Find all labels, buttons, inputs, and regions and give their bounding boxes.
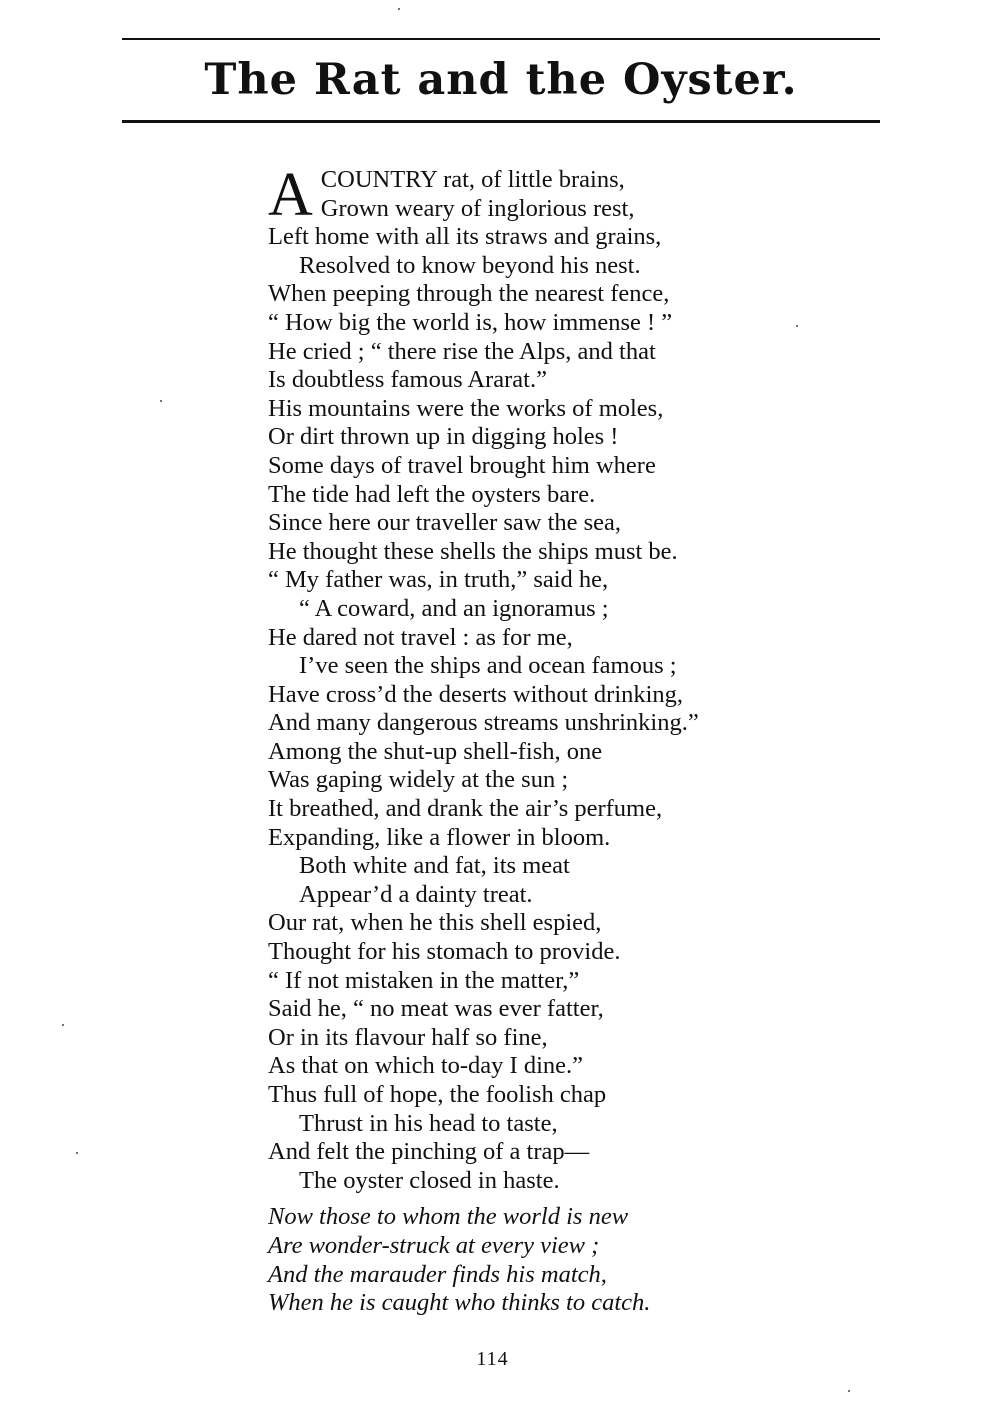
poem-moral xyxy=(268,1203,828,1317)
moral-line: Are wonder-struck at every view ; xyxy=(268,1231,600,1259)
poem-line: Both white and fat, its meat xyxy=(299,852,570,880)
poem-line: Or dirt thrown up in digging holes ! xyxy=(268,423,619,451)
moral-line: Now those to whom the world is new xyxy=(268,1203,629,1231)
print-speck xyxy=(160,400,162,402)
poem-line: Or in its flavour half so fine, xyxy=(268,1023,548,1051)
poem-opening xyxy=(268,161,828,229)
poem-line: He cried ; “ there rise the Alps, and that xyxy=(268,337,656,365)
page-number: 114 xyxy=(476,1348,509,1370)
poem-line: COUNTRY rat, of little brains, xyxy=(320,166,625,193)
print-speck xyxy=(796,325,798,327)
title-underline-rule xyxy=(122,120,880,123)
poem-line: As that on which to-day I dine.” xyxy=(268,1052,584,1080)
poem-line: “ My father was, in truth,” said he, xyxy=(268,566,609,594)
poem-line: The tide had left the oysters bare. xyxy=(268,480,596,508)
page-title: The Rat and the Oyster. xyxy=(204,55,798,105)
drop-cap: A xyxy=(268,161,313,229)
poem-line: He thought these shells the ships must be. xyxy=(268,537,678,565)
print-speck xyxy=(398,8,400,10)
poem-line: The oyster closed in haste. xyxy=(299,1166,560,1194)
poem-line: Since here our traveller saw the sea, xyxy=(268,509,622,537)
poem-line: Resolved to know beyond his nest. xyxy=(299,251,641,279)
poem-lines xyxy=(268,223,828,1195)
poem-line: “ A coward, and an ignoramus ; xyxy=(299,594,609,622)
moral-line: And the marauder finds his match, xyxy=(268,1260,607,1288)
print-speck xyxy=(62,1024,64,1026)
poem-line: “ If not mistaken in the matter,” xyxy=(268,966,580,994)
poem-line: Grown weary of inglorious rest, xyxy=(320,194,635,222)
top-rule xyxy=(122,38,880,40)
poem-line: Have cross’d the deserts without drinking, xyxy=(268,680,684,708)
poem-line: Thus full of hope, the foolish chap xyxy=(268,1081,607,1108)
poem-line: Appear’d a dainty treat. xyxy=(299,880,533,908)
poem-line: It breathed, and drank the air’s perfume, xyxy=(268,795,663,823)
print-speck xyxy=(76,1152,78,1154)
poem-line: Said he, “ no meat was ever fatter, xyxy=(268,995,604,1023)
poem-line: Left home with all its straws and grains, xyxy=(268,223,662,251)
poem-line: Thrust in his head to taste, xyxy=(299,1109,558,1137)
poem-line: Thought for his stomach to provide. xyxy=(268,938,621,966)
poem-line: When peeping through the nearest fence, xyxy=(268,280,670,308)
print-speck xyxy=(848,1390,850,1392)
poem-line: Our rat, when he this shell espied, xyxy=(268,909,602,937)
poem-line: “ How big the world is, how immense ! ” xyxy=(268,308,673,336)
poem-line: Some days of travel brought him where xyxy=(268,451,656,479)
poem-line: I’ve seen the ships and ocean famous ; xyxy=(299,652,677,680)
poem-body xyxy=(268,161,828,1318)
poem-line: And many dangerous streams unshrinking.” xyxy=(268,709,699,737)
poem-line: Is doubtless famous Ararat.” xyxy=(268,366,547,394)
poem-line: Was gaping widely at the sun ; xyxy=(268,766,569,794)
poem-line: His mountains were the works of moles, xyxy=(268,394,664,422)
moral-line: When he is caught who thinks to catch. xyxy=(268,1289,651,1317)
poem-line: And felt the pinching of a trap— xyxy=(268,1138,590,1166)
poem-line: Among the shut-up shell-fish, one xyxy=(268,737,603,765)
poem-line: Expanding, like a flower in bloom. xyxy=(268,823,611,851)
poem-line: He dared not travel : as for me, xyxy=(268,623,573,651)
